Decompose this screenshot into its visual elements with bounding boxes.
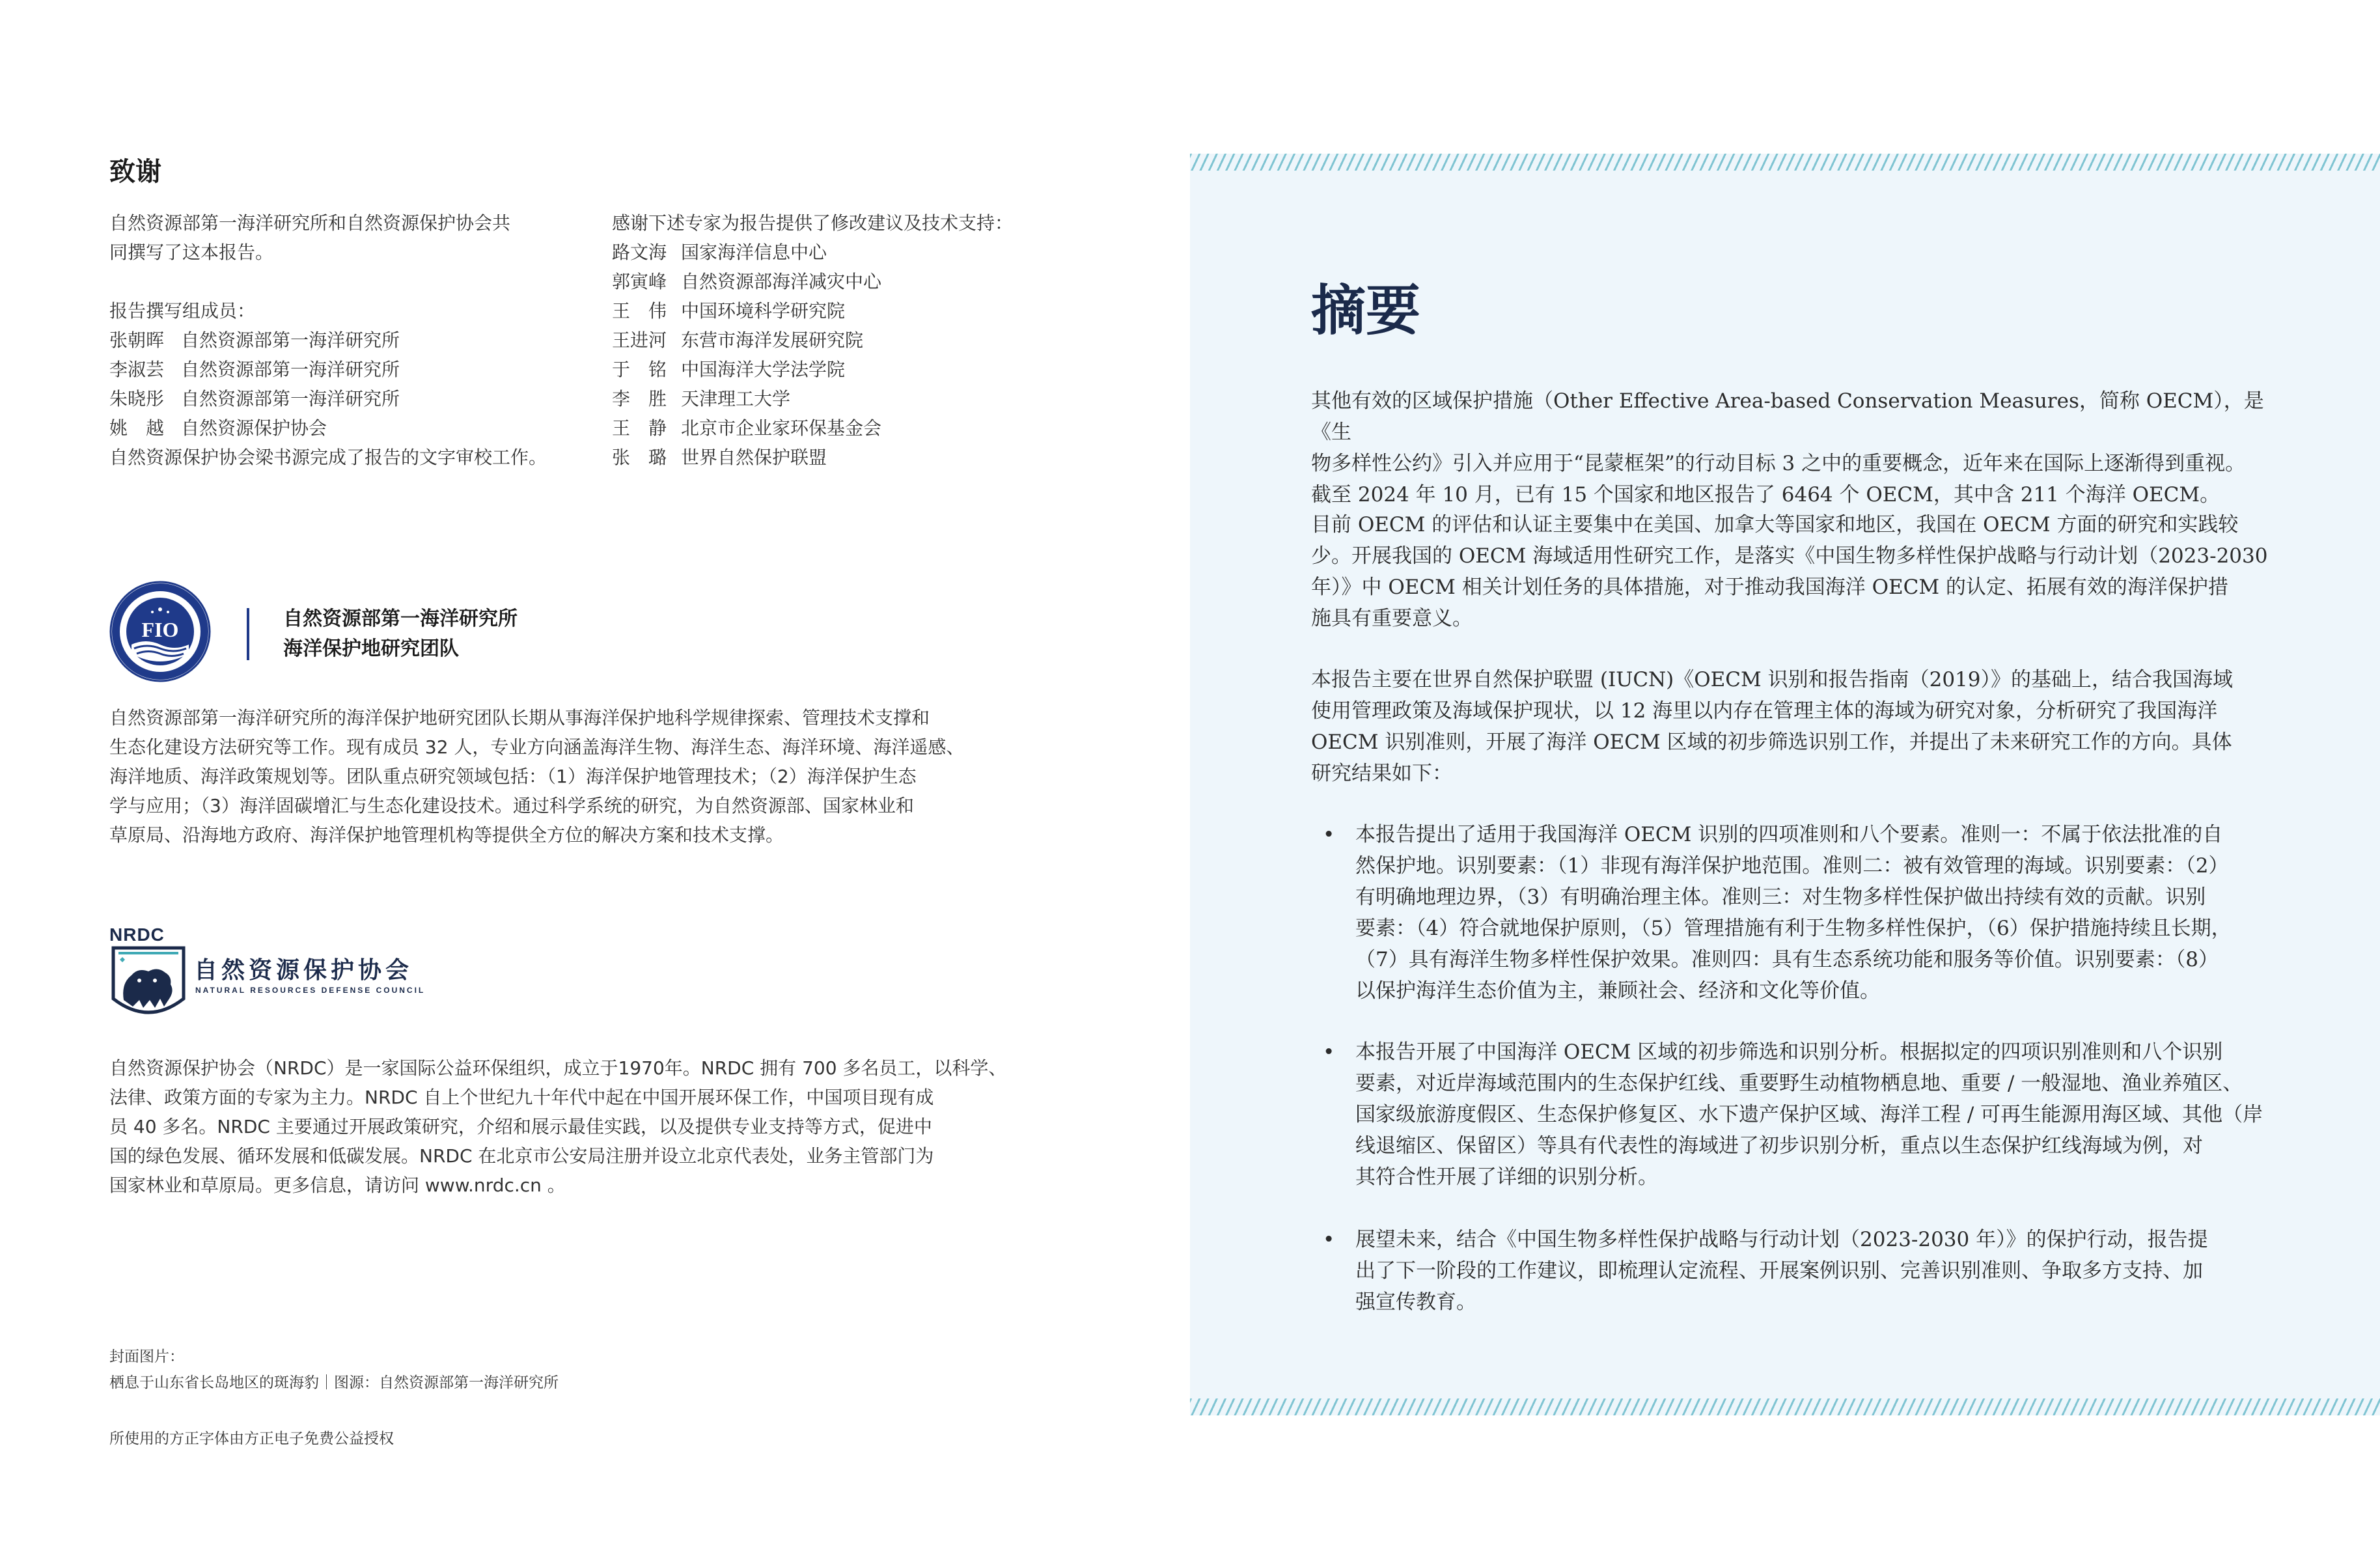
fio-desc-line: 海洋地质、海洋政策规划等。团队重点研究领域包括：（1）海洋保护地管理技术；（2）海洋保护生态 xyxy=(109,766,917,787)
expert-row: 于 铭 中国海洋大学法学院 xyxy=(612,359,846,380)
nrdc-desc-line: 法律、政策方面的专家为主力。NRDC 自上个世纪九十年代中起在中国开展环保工作，中国项目现有成 xyxy=(109,1087,934,1108)
cover-caption: 栖息于山东省长岛地区的斑海豹｜图源：自然资源部第一海洋研究所 xyxy=(109,1374,559,1391)
member-row: 朱晓彤 自然资源部第一海洋研究所 xyxy=(109,388,400,410)
member-row: 张朝晖 自然资源部第一海洋研究所 xyxy=(109,329,400,351)
intro-line: 自然资源部第一海洋研究所和自然资源保护协会共 xyxy=(109,212,511,234)
nrdc-desc-line: 员 40 多名。NRDC 主要通过开展政策研究，介绍和展示最佳实践，以及提供专业支持等方式，促进中 xyxy=(109,1116,932,1137)
abstract-paragraph-1: 其他有效的区域保护措施（Other Effective Area-based Conservation Measures，简称 OECM），是《生 物多样性公约》引入并应用于“昆蒙框架”的行动目标 3 之中的重要概念，近年来在国际上逐渐得到重视。 截至 2024 年 10 月，已有 15 个国家和地区报告了 6464 个 OECM，其中含 211 个海洋 OECM。 xyxy=(1311,389,2264,507)
proofread-note: 自然资源保护协会梁书源完成了报告的文字审校工作。 xyxy=(109,447,547,468)
cover-label: 封面图片： xyxy=(109,1348,184,1365)
nrdc-desc-line: 国的绿色发展、循环发展和低碳发展。NRDC 在北京市公安局注册并设立北京代表处，业务主管部门为 xyxy=(109,1145,934,1167)
abstract-title: 摘要 xyxy=(1311,279,1421,342)
bullet-dot: • xyxy=(1323,1040,1335,1064)
abstract-paragraph-3: 本报告主要在世界自然保护联盟 (IUCN)《OECM 识别和报告指南（2019）》的基础上，结合我国海域 使用管理政策及海域保护现状，以 12 海里以内存在管理主体的海域为研究对象，分析研究了我国海洋 OECM 识别准则，开展了海洋 OECM 区域的初步筛选识别工作，并提出了未来研究工作的方向。具体 研究结果如下： xyxy=(1311,668,2234,785)
fio-team-name xyxy=(283,604,518,664)
result-bullet-3: • 展望未来，结合《中国生物多样性保护战略与行动计划（2023-2030 年）》的保护行动，报告提 出了下一阶段的工作建议，即梳理认定流程、开展案例识别、完善识别准则、争取多方支持、加 强宣传教育。 xyxy=(1355,1224,2273,1318)
expert-row: 张 璐 世界自然保护联盟 xyxy=(612,447,827,468)
fio-logo-text: FIO xyxy=(141,618,179,641)
authors-intro xyxy=(109,208,547,472)
expert-row: 郭寅峰 自然资源部海洋减灾中心 xyxy=(612,271,882,292)
fio-logo xyxy=(109,581,211,682)
fio-desc-line: 学与应用；（3）海洋固碳增汇与生态化建设技术。通过科学系统的研究，为自然资源部、国家林业和 xyxy=(109,795,914,816)
bottom-hatch-border xyxy=(1190,1398,2380,1415)
members-title: 报告撰写组成员： xyxy=(109,300,256,322)
bullet-dot: • xyxy=(1323,1228,1335,1251)
nrdc-desc-line: 自然资源保护协会（NRDC）是一家国际公益环保组织，成立于1970年。NRDC 拥有 700 多名员工，以科学、 xyxy=(109,1057,1007,1079)
font-credit: 所使用的方正字体由方正电子免费公益授权 xyxy=(109,1430,394,1447)
acknowledgements-title: 致谢 xyxy=(109,157,161,187)
result-bullet-2: • 本报告开展了中国海洋 OECM 区域的初步筛选和识别分析。根据拟定的四项识别准则和八个识别 要素，对近岸海域范围内的生态保护红线、重要野生动植物栖息地、重要 / 一般湿地、渔业养殖区、 国家级旅游度假区、生态保护修复区、水下遗产保护区域、海洋工程 / 可再生能源用海区域、其他（岸 线退缩区、保留区）等具有代表性的海域进了初步识别分析，重点以生态保护红线海域为例，对 其符合性开展了详细的识别分析。 xyxy=(1355,1036,2273,1193)
fio-description xyxy=(109,703,1021,850)
expert-row: 王进河 东营市海洋发展研究院 xyxy=(612,329,864,351)
expert-row: 王 静 北京市企业家环保基金会 xyxy=(612,417,882,439)
fio-name-line1: 自然资源部第一海洋研究所 xyxy=(283,607,518,630)
top-hatch-border xyxy=(1190,154,2380,171)
expert-row: 王 伟 中国环境科学研究院 xyxy=(612,300,846,322)
bullet-dot: • xyxy=(1323,823,1335,846)
fio-name-line2: 海洋保护地研究团队 xyxy=(283,637,459,660)
expert-row: 李 胜 天津理工大学 xyxy=(612,388,791,410)
member-row: 李淑芸 自然资源部第一海洋研究所 xyxy=(109,359,400,380)
nrdc-description xyxy=(109,1053,1021,1200)
nrdc-name-cn: 自然资源保护协会 xyxy=(194,957,413,984)
abstract-paragraph-2: 目前 OECM 的评估和认证主要集中在美国、加拿大等国家和地区，我国在 OECM 方面的研究和实践较 少。开展我国的 OECM 海域适用性研究工作，是落实《中国生物多样性保护战略与行动计划（2023-2030 年）》中 OECM 相关计划任务的具体措施，对于推动我国海洋 OECM 的认定、拓展有效的海洋保护措 施具有重要意义。 xyxy=(1311,513,2268,630)
intro-line: 同撰写了这本报告。 xyxy=(109,242,274,263)
nrdc-wordmark: NRDC xyxy=(109,924,165,945)
cover-credit xyxy=(109,1344,559,1396)
result-bullet-1: • 本报告提出了适用于我国海洋 OECM 识别的四项准则和八个要素。准则一：不属于依法批准的自 然保护地。识别要素：（1）非现有海洋保护地范围。准则二：被有效管理的海域。识别要素：（2） 有明确地理边界，（3）有明确治理主体。准则三：对生物多样性保护做出持续有效的贡献。识别 要素：（4）符合就地保护原则，（5）管理措施有利于生物多样性保护，（6）保护措施持续且长期， （7）具有海洋生物多样性保护效果。准则四：具有生态系统功能和服务等价值。识别要素：（8） 以保护海洋生态价值为主，兼顾社会、经济和文化等价值。 xyxy=(1355,819,2273,1007)
experts-list xyxy=(612,208,1013,472)
member-row: 姚 越 自然资源保护协会 xyxy=(109,417,327,439)
fio-desc-line: 自然资源部第一海洋研究所的海洋保护地研究团队长期从事海洋保护地科学规律探索、管理技术支撑和 xyxy=(109,707,930,729)
fio-divider xyxy=(247,608,249,660)
nrdc-name-en: NATURAL RESOURCES DEFENSE COUNCIL xyxy=(195,986,426,995)
nrdc-bear-logo xyxy=(109,944,187,1022)
experts-title: 感谢下述专家为报告提供了修改建议及技术支持： xyxy=(612,212,1014,234)
nrdc-desc-line: 国家林业和草原局。更多信息，请访问 www.nrdc.cn 。 xyxy=(109,1175,566,1196)
expert-row: 路文海 国家海洋信息中心 xyxy=(612,242,827,263)
fio-desc-line: 草原局、沿海地方政府、海洋保护地管理机构等提供全方位的解决方案和技术支撑。 xyxy=(109,824,784,846)
fio-desc-line: 生态化建设方法研究等工作。现有成员 32 人，专业方向涵盖海洋生物、海洋生态、海洋环境、海洋遥感、 xyxy=(109,736,965,758)
